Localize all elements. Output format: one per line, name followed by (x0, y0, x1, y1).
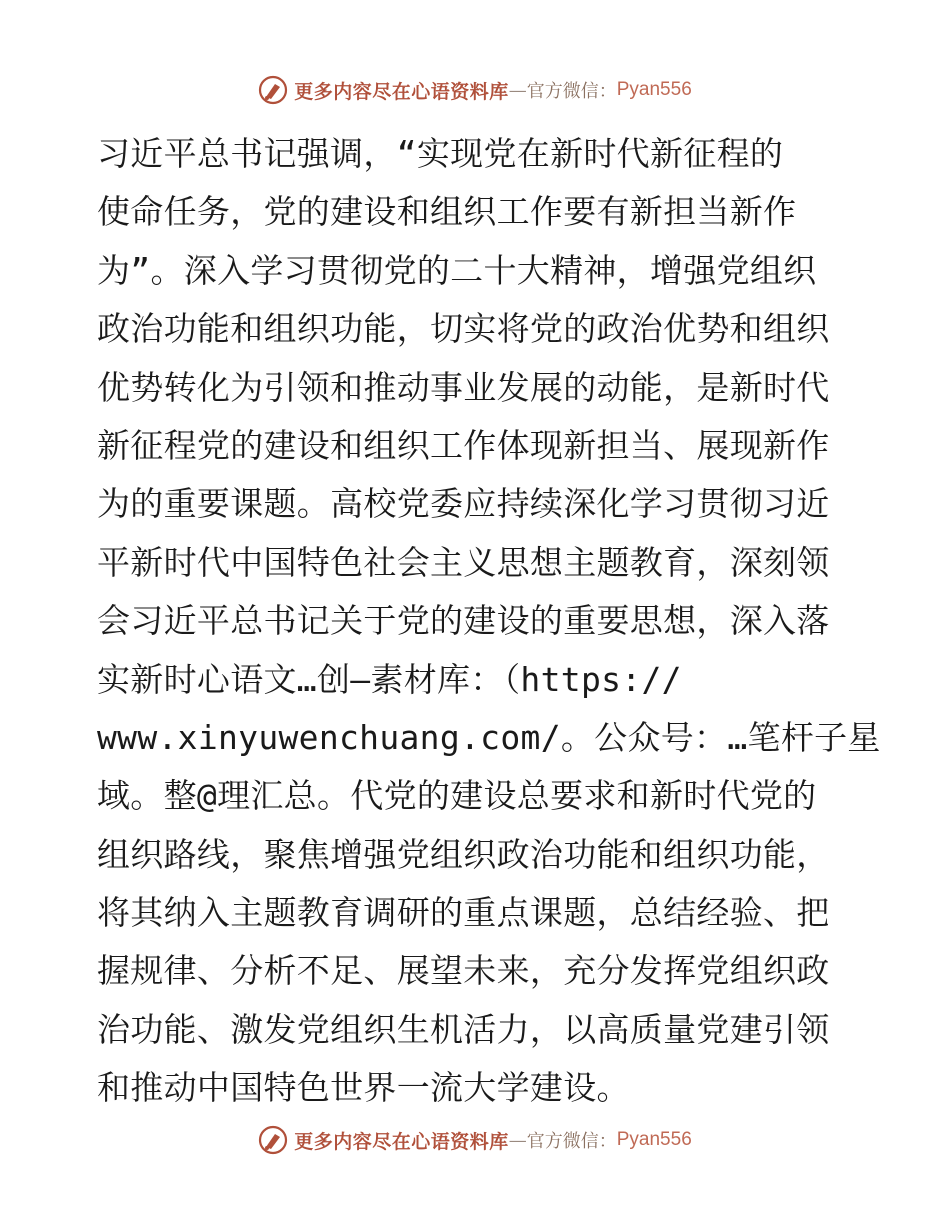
body-line: 组织路线，聚焦增强党组织政治功能和组织功能， (97, 834, 830, 874)
body-line: www.xinyuwenchuang.com/。公众号：…笔杆子星 (97, 717, 881, 757)
pen-nib-logo-icon (258, 75, 288, 105)
body-line: 习近平总书记强调，“实现党在新时代新征程的 (97, 134, 784, 173)
footer-wechat-label: 官方微信： (526, 1131, 617, 1152)
body-line: 将其纳入主题教育调研的重点课题，总结经验、把 (97, 893, 830, 933)
body-line: 平新时代中国特色社会主义思想主题教育，深刻领 (97, 542, 830, 582)
pen-nib-logo-icon (258, 1125, 288, 1155)
document-body (97, 125, 881, 1118)
footer-wechat-id: Pyan556 (616, 1129, 692, 1150)
header-separator: — (508, 79, 527, 101)
header-slogan: 更多内容尽在心语资料库 (294, 80, 509, 103)
footer-banner (0, 1120, 950, 1160)
body-line: 为”。深入学习贯彻党的二十大精神，增强党组织 (97, 250, 817, 290)
body-line: 为的重要课题。高校党委应持续深化学习贯彻习近 (97, 484, 830, 524)
footer-slogan: 更多内容尽在心语资料库 (294, 1130, 509, 1153)
body-line: 会习近平总书记关于党的建设的重要思想，深入落 (97, 601, 830, 641)
header-wechat-label: 官方微信： (526, 81, 617, 102)
body-line: 新征程党的建设和组织工作体现新担当、展现新作 (97, 425, 830, 465)
body-line: 和推动中国特色世界一流大学建设。 (97, 1068, 630, 1108)
body-line: 治功能、激发党组织生机活力，以高质量党建引领 (97, 1009, 830, 1049)
header-wechat-id: Pyan556 (616, 79, 692, 100)
body-line: 域。整@理汇总。代党的建设总要求和新时代党的 (97, 776, 817, 816)
body-line: 优势转化为引领和推动事业发展的动能，是新时代 (97, 367, 830, 407)
header-banner (0, 70, 950, 110)
body-line: 政治功能和组织功能，切实将党的政治优势和组织 (97, 309, 830, 349)
body-line: 握规律、分析不足、展望未来，充分发挥党组织政 (97, 951, 830, 991)
body-line: 使命任务，党的建设和组织工作要有新担当新作 (97, 192, 797, 232)
body-line: 实新时心语文…创—素材库：（https:// (97, 659, 682, 699)
footer-separator: — (508, 1129, 527, 1151)
